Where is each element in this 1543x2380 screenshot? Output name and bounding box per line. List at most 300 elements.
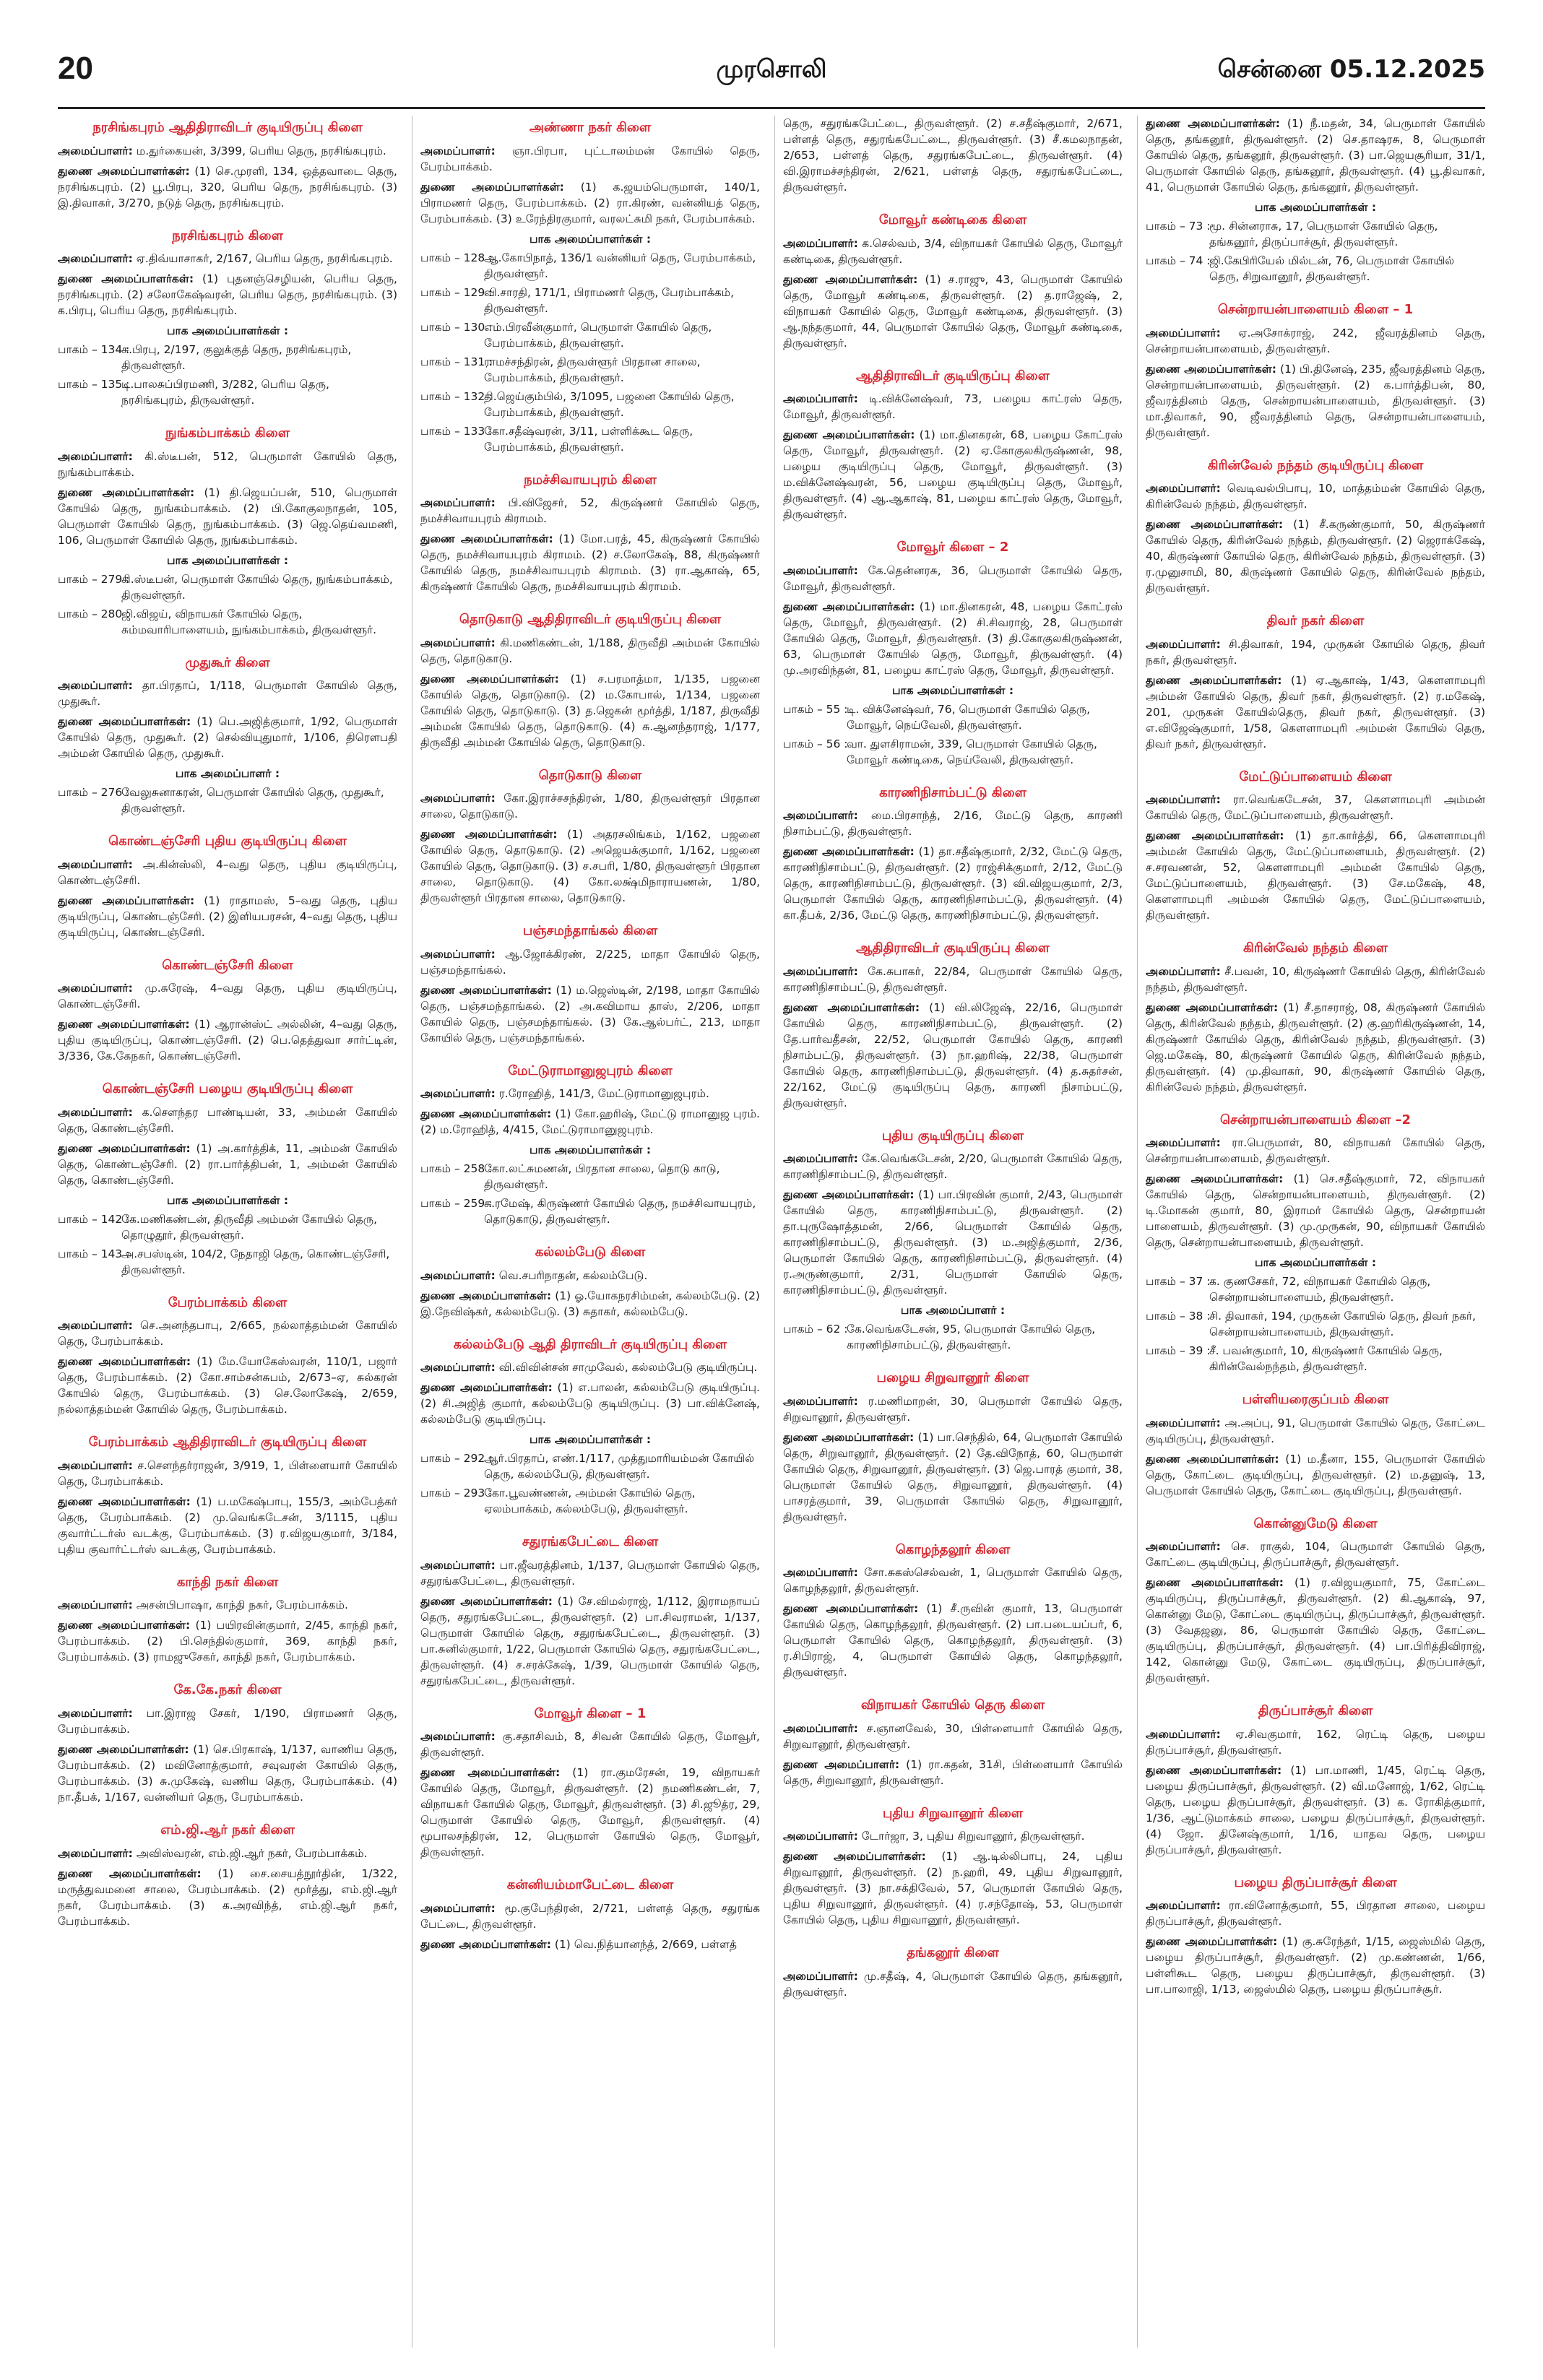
booth-heading: பாக அமைப்பாளர்கள் : (529, 232, 652, 246)
role-label: அமைப்பாளர்: (58, 1707, 133, 1721)
booth-number: பாகம் – 142 : (58, 1212, 130, 1226)
member-paragraph (783, 235, 1123, 267)
member-details: (1) தா.கார்த்தி, 66, கௌளாமபுரி அம்மன் கோயில் தெரு, மேட்டுப்பாளையம், திருவள்ளூர். (2) ச.சரவணன், 52, கௌளாமபுரி அம்மன் கோயில் தெரு, மேட்டுப்பாளையம், திருவள்ளூர். (3) சே.மகேஷ், 48, கௌளாமபுரி அம்மன் கோயில் தெரு, மேட்டுப்பாளையம், திருவள்ளூர். (1146, 829, 1485, 922)
role-label: அமைப்பாளர்: (1146, 793, 1221, 807)
branch-title: சென்றாயன்பாளையம் கிளை – 1 (1217, 302, 1414, 317)
member-details: (1) சே.விமல்ராஜ், 1/112, இராமநாயப் தெரு, சதுரங்கபேட்டை, திருவள்ளூர். (2) பா.சிவராமன், 1/137, பெருமாள் கோயில் தெரு, சதுரங்கபேட்டை, திருவள்ளூர். (3) பா.சுனில்குமார், 1/22, பெருமாள் கோயில் தெரு, சதுரங்கபேட்டை, திருவள்ளூர். (4) ச.சரக்கேஷ், 1/39, பெருமாள் கோயில் தெரு, சதுரங்கபேட்டை, திருவள்ளூர். (420, 1594, 760, 1687)
member-paragraph (420, 671, 760, 750)
member-paragraph (783, 1000, 1123, 1111)
member-details: செ.அனந்தபாபு, 2/665, நல்லாத்தம்மன் கோயில் தெரு, பேரம்பாக்கம். (58, 1319, 397, 1349)
branch-section (420, 1533, 760, 1689)
branch-section (783, 1541, 1123, 1681)
member-details: (1) தி.ஜெயப்பன், 510, பெருமாள் கோயில் தெரு, நுங்கம்பாக்கம். (2) பி.கோகுலநாதன், 105, பெருமாள் கோயில் தெரு, நுங்கம்பாக்கம். (3) ஜெ.தெய்வமணி, 106, பெருமாள் கோயில் தெரு, நுங்கம்பாக்கம். (58, 485, 397, 547)
role-label: துணை அமைப்பாளர்கள்: (420, 672, 559, 685)
newspaper-name: முரசொலி (716, 55, 827, 84)
member-details: ம.துர்கையன், 3/399, பெரிய தெரு, நரசிங்கபுரம். (136, 144, 386, 157)
booth-number: பாகம் – 38 : (1146, 1310, 1211, 1323)
role-label: அமைப்பாளர்: (420, 1730, 496, 1744)
column (1146, 116, 1485, 2355)
booth-row (58, 342, 397, 373)
member-paragraph (783, 1848, 1123, 1928)
role-label: அமைப்பாளர்: (420, 792, 496, 805)
booth-incharge: ஜி.விஜய், விநாயகர் கோயில் தெரு, சும்மவாரிபாளையம், நுங்கம்பாக்கம், திருவள்ளூர். (121, 607, 377, 636)
role-label: அமைப்பாளர்: (420, 144, 496, 157)
member-details: (1) க.ஜயம்பெருமாள், 140/1, பிராமணர் தெரு, பேரம்பாக்கம். (2) ரா.கிரண், வன்னியத் தெரு, பேரம்பாக்கம். (3) உரேந்திரகுமார், வரலட்சுமி நகர், பேரம்பாக்கம். (420, 180, 760, 225)
branch-section (1146, 612, 1485, 752)
member-details: ஏ.திவ்யாசாகர், 2/167, பெரிய தெரு, நரசிங்கபுரம். (136, 252, 393, 266)
branch-section (58, 118, 397, 211)
member-details: (1) கு.சுரேந்தர், 1/15, ஜைஸ்மில் தெரு, பழைய திருப்பாச்சூர், திருவள்ளூர். (2) மு.கண்ணன், 1/66, பள்ளிகூட தெரு, பழைய திருப்பாச்சூர், திருவள்ளூர். (3) பா.பாலாஜி, 1/13, ஜைஸ்மில் தெரு, பழைய திருப்பாச்சூர். (1146, 1935, 1485, 1996)
branch-title: பழைய திருப்பாச்சூர் கிளை (1234, 1874, 1397, 1890)
role-label: அமைப்பாளர்: (783, 1970, 858, 1983)
booth-number: பாகம் – 276 : (58, 786, 130, 800)
member-paragraph (1146, 516, 1485, 596)
member-paragraph (1146, 1135, 1485, 1167)
role-label: அமைப்பாளர்: (783, 1830, 858, 1843)
member-paragraph (420, 1106, 760, 1138)
member-details: அ.கின்ஸ்லி, 4–வது தெரு, புதிய குடியிருப்பு, கொண்டஞ்சேரி. (58, 857, 397, 887)
booth-incharge: மூ. சின்னராசு, 17, பெருமாள் கோயில் தெரு, தங்கனூர், திருப்பாச்சூர், திருவள்ளூர். (1209, 220, 1438, 248)
booth-number: பாகம் – 132 : (420, 389, 493, 403)
member-paragraph (58, 1317, 397, 1349)
member-details: (1) வி.லிஜேஷ், 22/16, பெருமாள் கோயில் தெரு, காரணிநிசாம்பட்டு, திருவள்ளூர். (2) தே.பார்வதீசன், 22/52, பெருமாள் கோயில் தெரு, காரணி நிசாம்பட்டு, திருவள்ளூர். (3) நா.ஹரிஷ், 22/38, பெருமாள் கோயில் தெரு, காரணிநிசாம்பட்டு, திருவள்ளூர். (4) த.சுதர்சன், 22/162, மேட்டு குடியிருப்பு தெரு, காரணி நிசாம்பட்டு, திருவள்ளூர். (783, 1000, 1123, 1109)
member-paragraph (420, 790, 760, 822)
role-label: துணை அமைப்பாளர்கள்: (1146, 1000, 1279, 1014)
member-paragraph (783, 272, 1123, 351)
booth-heading: பாக அமைப்பாளர்கள் : (166, 324, 289, 338)
booth-row (420, 285, 760, 316)
member-details: (1) செ.சதீஷ்குமார், 72, விநாயகர் கோயில் தெரு, சென்றாயன்பாளையம், திருவள்ளூர். (2) டி.மோகன் குமார், 80, இராமர் கோயில் தெரு, சென்றாயன் பாளையம், திருவள்ளூர். (3) மு.முருகன், 90, விநாயகர் கோயில் தெரு, சென்றாயன்பாளையம், திருவள்ளூர். (1146, 1172, 1485, 1250)
member-details: (1) ம.தீனா, 155, பெருமாள் கோயில் தெரு, கோட்டை குடியிருப்பு, திருவள்ளூர். (2) ம.தனுஷ், 13, பெருமாள் கோயில் தெரு, கோட்டை குடியிருப்பு, திருவள்ளூர். (1146, 1452, 1485, 1497)
member-paragraph (783, 1968, 1123, 2000)
member-details: (1) மா.தினகரன், 68, பழைய கோட்ரஸ் தெரு, மோவூர், திருவள்ளூர். (2) ஏ.கோகுலகிருஷ்ணன், 98, பழைய குடியிருப்பு தெரு, மோவூர், திருவள்ளூர். (3) ம.விக்னேஷ்வரன், 56, பழைய குடியிருப்பு தெரு, மோவூர், திருவள்ளூர். (4) ஆ.ஆகாஷ், 81, பழைய காட்ரஸ் தெரு, மோவூர், திருவள்ளூர். (783, 428, 1123, 522)
member-paragraph (783, 116, 1123, 195)
role-label: துணை அமைப்பாளர்கள்: (783, 272, 918, 286)
booth-number: பாகம் – 56 : (783, 737, 848, 750)
booth-row (58, 1211, 397, 1243)
member-paragraph (420, 982, 760, 1046)
member-paragraph (58, 1705, 397, 1737)
member-details: அ.அப்பு, 91, பெருமாள் கோயில் தெரு, கோட்டை குடியிருப்பு, திருவள்ளூர். (1146, 1416, 1485, 1445)
booth-row (1146, 1343, 1485, 1375)
member-details: ச.ஞானவேல், 30, பிள்ளையார் கோயில் தெரு, சிறுவானூர், திருவள்ளூர். (783, 1721, 1123, 1751)
branch-title: நமச்சிவாயபுரம் கிளை (524, 472, 657, 488)
member-paragraph (58, 449, 397, 480)
role-label: துணை அமைப்பாளர்கள்: (1146, 1935, 1278, 1949)
member-details: (1) அ.கார்த்திக், 11, அம்மன் கோயில் தெரு, கொண்டஞ்சேரி. (2) ரா.பார்த்திபன், 1, அம்மன் கோயில் தெரு, கொண்டஞ்சேரி. (58, 1141, 397, 1187)
member-details: தா.பிரதாப், 1/118, பெருமாள் கோயில் தெரு, முதுகூர். (58, 679, 397, 709)
member-paragraph (783, 1721, 1123, 1752)
role-label: துணை அமைப்பாளர்கள்: (420, 1938, 551, 1952)
member-paragraph (783, 1151, 1123, 1182)
role-label: துணை அமைப்பாளர்: (783, 1757, 900, 1771)
booth-incharge: தி.ஜெய்கும்பில், 3/1095, பஜனை கோயில் தெரு, பேரம்பாக்கம், திருவள்ளூர். (484, 389, 735, 419)
member-paragraph (58, 1741, 397, 1805)
branch-section (783, 367, 1123, 523)
booth-incharge: கே.வெங்கடேசன், 95, பெருமாள் கோயில் தெரு, காரணிநிசாம்பட்டு, திருவள்ளூர். (847, 1323, 1096, 1352)
booth-row (58, 606, 397, 638)
member-details: செ. ராகுல், 104, பெருமாள் கோயில் தெரு, கோட்டை குடியிருப்பு, திருப்பாச்சூர், திருவள்ளூர். (1146, 1540, 1485, 1570)
role-label: துணை அமைப்பாளர்கள்: (58, 1018, 190, 1031)
role-label: அமைப்பாளர்: (420, 1268, 496, 1282)
member-details: அசன்பிபாஷா, காந்தி நகர், பேரம்பாக்கம். (136, 1598, 348, 1612)
column (783, 116, 1123, 2355)
booth-incharge: கி.ஸ்டீபன், பெருமாள் கோயில் தெரு, நுங்கம்பாக்கம், திருவள்ளூர். (121, 572, 393, 602)
role-label: அமைப்பாளர்: (783, 1566, 858, 1580)
branch-title: பஞ்சமந்தாங்கல் கிளை (522, 923, 658, 939)
role-label: அமைப்பாளர்: (420, 947, 496, 961)
booth-number: பாகம் – 131 : (420, 355, 493, 368)
role-label: துணை அமைப்பாளர்கள்: (1146, 829, 1284, 843)
role-label: அமைப்பாளர்: (58, 1598, 133, 1612)
branch-title: பேரம்பாக்கம் ஆதிதிராவிடர் குடியிருப்பு கிளை (88, 1435, 367, 1450)
booth-heading: பாக அமைப்பாளர் : (900, 1304, 1006, 1317)
booth-heading: பாக அமைப்பாளர்கள் : (166, 1193, 289, 1207)
booth-number: பாகம் – 292 : (420, 1452, 493, 1466)
branch-section (783, 116, 1123, 195)
booth-incharge: கே.மணிகண்டன், திருவீதி அம்மன் கோயில் தெரு, தொழுதூர், திருவள்ளூர். (121, 1212, 378, 1242)
branch-title: புதிய சிறுவானூர் கிளை (882, 1805, 1024, 1821)
role-label: துணை அமைப்பாளர்கள்: (1146, 1172, 1284, 1186)
member-paragraph (1146, 1451, 1485, 1499)
branch-section (783, 1127, 1123, 1354)
member-details: ரா.பெருமாள், 80, விநாயகர் கோயில் தெரு, சென்றாயன்பாளையம், திருவள்ளூர். (1146, 1136, 1485, 1166)
booth-incharge: சு.ரமேஷ், கிருஷ்ணர் கோயில் தெரு, நமச்சிவாயபுரம், தொடுகாடு, திருவள்ளூர். (484, 1197, 756, 1226)
booth-row (783, 1321, 1123, 1353)
branch-title: கொண்டஞ்சேரி புதிய குடியிருப்பு கிளை (108, 834, 347, 849)
booth-number: பாகம் – 293 : (420, 1487, 493, 1500)
member-paragraph (783, 808, 1123, 839)
booth-row (420, 389, 760, 420)
role-label: அமைப்பாளர்: (783, 563, 858, 577)
branch-title: தங்கனூர் கிளை (907, 1945, 999, 1961)
member-details: (1) புதனஞ்செழியன், பெரிய தெரு, நரசிங்கபுரம். (2) சலோகேஷ்வரன், பெரிய தெரு, நரசிங்கபுரம். (3) க.பிரபு, பெரிய தெரு, நரசிங்கபுரம். (58, 272, 397, 318)
member-paragraph (58, 163, 397, 211)
booth-number: பாகம் – 37 : (1146, 1275, 1211, 1289)
branch-title: கன்னியம்மாபேட்டை கிளை (506, 1877, 674, 1893)
member-paragraph (420, 1557, 760, 1589)
member-details: (1) சை.சையத்நூர்தின், 1/322, மருத்துவமனை சாலை, பேரம்பாக்கம். (2) மூர்த்து, எம்.ஜி.ஆர் நகர், பேரம்பாக்கம். (3) க.அரவிந்த், எம்.ஜி.ஆர் நகர், பேரம்பாக்கம். (58, 1866, 397, 1928)
member-paragraph (58, 271, 397, 319)
role-label: அமைப்பாளர்: (1146, 637, 1221, 651)
booth-row (420, 354, 760, 386)
branch-section (58, 1821, 397, 1929)
member-paragraph (58, 1458, 397, 1489)
page-number: 20 (58, 51, 93, 86)
role-label: அமைப்பாளர்: (58, 679, 133, 693)
member-details: (1) பெ.அஜித்குமார், 1/92, பெருமாள் கோயில் தெரு, முதுகூர். (2) செல்வியுதுமார், 1/106, திரௌபதி அம்மன் கோயில் தெரு, முதுகூர். (58, 715, 397, 761)
branch-section (783, 1804, 1123, 1929)
role-label: துணை அமைப்பாளர்கள்: (420, 1766, 561, 1780)
member-details: (1) சீ.ருவின் குமார், 13, பெருமாள் கோயில் தெரு, கொழந்தலூர், திருவள்ளூர். (2) பா.படையப்பர், 6, பெருமாள் கோயில் தெரு, கொழந்தலூர், திருவள்ளூர். (3) ர.சிபிராஜ், 4, பெருமாள் கோயில் தெரு, கொழந்தலூர், திருவள்ளூர். (783, 1602, 1123, 1679)
role-label: துணை அமைப்பாளர்கள்: (420, 180, 564, 194)
member-paragraph (783, 391, 1123, 423)
role-label: துணை அமைப்பாளர்கள்: (58, 272, 194, 286)
member-paragraph (58, 1016, 397, 1064)
booth-number: பாகம் – 258 : (420, 1162, 493, 1176)
role-label: அமைப்பாளர்: (783, 809, 858, 823)
branch-title: மோவூர் கிளை – 2 (896, 540, 1009, 555)
member-paragraph (58, 1354, 397, 1417)
booth-number: பாகம் – 134 : (58, 343, 130, 357)
branch-title: காந்தி நகர் கிளை (176, 1574, 279, 1590)
booth-heading: பாக அமைப்பாளர் : (175, 767, 280, 781)
branch-title: மோவூர் கண்டிகை கிளை (878, 212, 1027, 228)
member-paragraph (1146, 1897, 1485, 1929)
member-details: கு.சதாசிவம், 8, சிவன் கோயில் தெரு, மோவூர், திருவள்ளூர். (420, 1730, 760, 1760)
branch-section (58, 1573, 397, 1666)
branch-section (1146, 300, 1485, 441)
member-details: ரா.வினோத்குமார், 55, பிரதான சாலை, பழைய திருப்பாச்சூர், திருவள்ளூர். (1146, 1899, 1485, 1929)
member-details: பா.இராஜ சேகர், 1/190, பிராமணர் தெரு, பேரம்பாக்கம். (58, 1707, 397, 1736)
branch-section (420, 1705, 760, 1861)
branch-section (1146, 1515, 1485, 1687)
member-paragraph (58, 980, 397, 1012)
member-details: ஆ.ஜோக்கிரண், 2/225, மாதா கோயில் தெரு, பஞ்சமந்தாங்கல். (420, 947, 760, 977)
branch-title: கொண்டஞ்சேரி கிளை (162, 957, 293, 973)
role-label: துணை அமைப்பாளர்கள்: (420, 828, 558, 841)
branch-section (420, 922, 760, 1046)
member-details: (1) மோ.பரத், 45, கிருஷ்ணர் கோயில் தெரு, நமச்சிவாயபுரம் கிராமம். (2) ச.லோகேஷ், 88, கிருஷ்ணர் கோயில் தெரு, நமச்சிவாயபுரம் கிராமம். (3) ரா.ஆகாஷ், 65, கிருஷ்ணர் கோயில் தெரு, நமச்சிவாயபுரம் கிராமம். (420, 532, 760, 594)
member-details: மு.சுரேஷ், 4–வது தெரு, புதிய குடியிருப்பு, கொண்டஞ்சேரி. (58, 982, 397, 1011)
role-label: துணை அமைப்பாளர்கள்: (58, 1355, 191, 1369)
column (420, 116, 760, 2355)
member-paragraph (58, 1494, 397, 1557)
branch-title: கே.கே.நகர் கிளை (173, 1682, 282, 1698)
member-paragraph (420, 946, 760, 978)
booth-row (58, 376, 397, 408)
member-details: தெரு, சதுரங்கபேட்டை, திருவள்ளூர். (2) ச.சதீஷ்குமார், 2/671, பள்ளத் தெரு, சதுரங்கபேட்டை, திருவள்ளூர். (3) சீ.கமலநாதன், 2/653, பள்ளத் தெரு, சதுரங்கபேட்டை, திருவள்ளூர். (4) வி.இராமச்சந்திரன், 2/621, பள்ளத் தெரு, சதுரங்கபேட்டை, திருவள்ளூர். (783, 117, 1123, 194)
member-details: டி.விக்னேஷ்வர், 73, பழைய காட்ரஸ் தெரு, மோவூர், திருவள்ளூர். (783, 392, 1123, 422)
role-label: துணை அமைப்பாளர்கள்: (420, 1289, 552, 1302)
branch-section (58, 832, 397, 940)
role-label: அமைப்பாளர்: (58, 857, 133, 871)
branch-section (420, 1243, 760, 1320)
booth-incharge: கோ.சதீஷ்வரன், 3/11, பள்ளிக்கூட தெரு, பேரம்பாக்கம், திருவள்ளூர். (484, 424, 693, 454)
role-label: துணை அமைப்பாளர்கள்: (420, 1594, 553, 1608)
branch-title: எம்.ஜி.ஆர் நகர் கிளை (160, 1822, 295, 1838)
member-paragraph (1146, 1171, 1485, 1250)
member-paragraph (420, 1728, 760, 1760)
branch-section (420, 1062, 760, 1228)
booth-incharge: ஆ.கோபிநாத், 136/1 வன்னியர் தெரு, பேரம்பாக்கம், திருவள்ளூர். (484, 251, 756, 280)
branch-title: மேட்டுராமானுஜபுரம் கிளை (508, 1063, 673, 1078)
role-label: அமைப்பாளர்: (1146, 1899, 1221, 1913)
role-label: அமைப்பாளர்: (420, 1902, 496, 1916)
role-label: துணை அமைப்பாளர்கள்: (1146, 1576, 1284, 1590)
branch-title: நுங்கம்பாக்கம் கிளை (165, 425, 290, 441)
booth-number: பாகம் – 130 : (420, 320, 493, 334)
member-details: (1) ச.ராஜு, 43, பெருமாள் கோயில் தெரு, மோவூர் கண்டிகை, திருவள்ளூர். (2) த.ராஜேஷ், 2, விநாயகர் கோயில் தெரு, மோவூர் கண்டிகை, திருவள்ளூர். (3) ஆ.நந்தகுமார், 44, பெருமாள் கோயில் தெரு, மோவூர் கண்டிகை, திருவள்ளூர். (783, 272, 1123, 350)
member-details: (1) எ.பாலன், கல்லம்பேடு குடியிருப்பு. (2) சி.அஜித் குமார், கல்லம்பேடு குடியிருப்பு. (3) பா.விக்னேஷ், கல்லம்பேடு குடியிருப்பு. (420, 1381, 760, 1427)
member-paragraph (783, 599, 1123, 678)
booth-number: பாகம் – 279 : (58, 572, 130, 586)
booth-heading: பாக அமைப்பாளர்கள் : (891, 683, 1014, 697)
branch-section (1146, 1111, 1485, 1375)
branch-section (420, 610, 760, 750)
member-details: (1) ஆ.டில்லிபாபு, 24, புதிய சிறுவானூர், திருவள்ளூர். (2) ந.ஹரி, 49, புதிய சிறுவானூர், திருவள்ளூர். (3) நா.சக்திவேல், 57, பெருமாள் கோயில் தெரு, புதிய சிறுவானூர், திருவள்ளூர். (4) ர.சந்தோஷ், 53, பெருமாள் கோயில் தெரு, புதிய சிறுவானூர், திருவள்ளூர். (783, 1850, 1123, 1927)
member-paragraph (420, 635, 760, 667)
branch-section (58, 1080, 397, 1278)
branch-title: கல்லம்பேடு ஆதி திராவிடர் குடியிருப்பு கிளை (453, 1336, 727, 1352)
booth-number: பாகம் – 39 : (1146, 1344, 1211, 1358)
branch-section (1146, 1702, 1485, 1858)
branch-section (783, 1696, 1123, 1788)
booth-row (420, 423, 760, 455)
member-paragraph (1146, 361, 1485, 441)
branch-section (783, 939, 1123, 1111)
branch-section (783, 538, 1123, 768)
booth-row (783, 736, 1123, 768)
branch-title: ஆதிதிராவிடர் குடியிருப்பு கிளை (856, 940, 1050, 956)
branch-section (420, 1876, 760, 1952)
member-details: ஏ.அசோக்ராஜ், 242, ஜீவரத்தினம் தெரு, சென்றாயன்பாளையம், திருவள்ளூர். (1146, 326, 1485, 355)
member-details: ர.ரோஹித், 141/3, மேட்டுராமானுஜபுரம். (498, 1087, 709, 1101)
role-label: துணை அமைப்பாளர்கள்: (58, 1619, 191, 1632)
branch-section (783, 1944, 1123, 2000)
member-paragraph (1146, 964, 1485, 995)
branch-section (58, 227, 397, 409)
member-details: ஞா.பிரபா, புட்டாலம்மன் கோயில் தெரு, பேரம்பாக்கம். (420, 144, 760, 173)
member-details: மூ.குபேந்திரன், 2/721, பள்ளத் தெரு, சதுரங்க பேட்டை, திருவள்ளூர். (420, 1902, 760, 1931)
branch-title: நரசிங்கபுரம் கிளை (172, 228, 283, 243)
branch-section (1146, 1874, 1485, 1998)
branch-section (1146, 939, 1485, 1095)
member-details: (1) ரா.கதன், 31சி, பிள்ளையார் கோயில் தெரு, சிறுவானூர், திருவள்ளூர். (783, 1757, 1123, 1787)
branch-section (1146, 116, 1485, 285)
member-paragraph (58, 1597, 397, 1613)
role-label: அமைப்பாளர்: (420, 636, 496, 649)
booth-heading: பாக அமைப்பாளர்கள் : (529, 1433, 652, 1447)
role-label: அமைப்பாளர்: (1146, 482, 1221, 496)
member-paragraph (420, 1937, 760, 1952)
booth-row (420, 1195, 760, 1227)
booth-row (420, 319, 760, 351)
booth-number: பாகம் – 135 : (58, 378, 130, 391)
branch-title: கொழந்தலூர் கிளை (895, 1541, 1011, 1557)
member-details: (1) வெ.நித்யானந்த், 2/669, பள்ளத் (554, 1938, 737, 1952)
booth-row (420, 250, 760, 282)
member-paragraph (783, 844, 1123, 923)
member-paragraph (1146, 636, 1485, 668)
booth-row (1146, 218, 1485, 250)
booth-row (58, 1246, 397, 1278)
member-paragraph (1146, 1000, 1485, 1095)
role-label: அமைப்பாளர்: (1146, 964, 1221, 978)
column (58, 116, 397, 2355)
member-details: வெ.சபரிநாதன், கல்லம்பேடு. (498, 1268, 648, 1282)
branch-section (420, 766, 760, 906)
member-details: (1) தா.சதீஷ்குமார், 2/32, மேட்டு தெரு, காரணிநிசாம்பட்டு, திருவள்ளூர். (2) ராஜ்சிக்குமார், 2/12, மேட்டு தெரு, காரணிநிசாம்பட்டு, திருவள்ளூர். (3) வி.விஜயகுமார், 2/3, பெருமாள் கோயில் தெரு, காரணிநிசாம்பட்டு, திருவள்ளூர். (4) கா.தீபக், 2/36, மேட்டு தெரு, காரணிநிசாம்பட்டு, திருவள்ளூர். (783, 845, 1123, 922)
role-label: அமைப்பாளர்: (783, 1394, 858, 1408)
role-label: துணை அமைப்பாளர்கள்: (420, 983, 552, 997)
member-paragraph (58, 1866, 397, 1929)
booth-row (58, 784, 397, 816)
branch-title: தொடுகாடு ஆதிதிராவிடர் குடியிருப்பு கிளை (459, 612, 722, 628)
member-details: டோர்ஜா, 3, புதிய சிறுவானூர், திருவள்ளூர். (861, 1830, 1085, 1843)
branch-title: நரசிங்கபுரம் ஆதிதிராவிடர் குடியிருப்பு கிளை (92, 120, 363, 135)
booth-incharge: கோ.லட்சுமணன், பிரதான சாலை, தொடு காடு, திருவள்ளூர். (484, 1162, 720, 1192)
member-paragraph (783, 1757, 1123, 1788)
member-paragraph (1146, 480, 1485, 512)
member-paragraph (1146, 828, 1485, 923)
role-label: அமைப்பாளர்: (58, 1105, 133, 1119)
branch-title: கொண்டஞ்சேரி பழைய குடியிருப்பு கிளை (102, 1081, 353, 1097)
role-label: துணை அமைப்பாளர்கள்: (420, 1107, 552, 1121)
member-paragraph (58, 1617, 397, 1665)
booth-incharge: ராமச்சந்திரன், திருவள்ளூர் பிரதான சாலை, பேரம்பாக்கம், திருவள்ளூர். (484, 355, 701, 384)
member-paragraph (783, 427, 1123, 522)
role-label: அமைப்பாளர்: (58, 252, 133, 266)
role-label: துணை அமைப்பாளர்கள்: (1146, 673, 1282, 687)
member-details: ச.சௌந்தர்ராஜன், 3/919, 1, பிள்ளையார் கோயில் தெரு, பேரம்பாக்கம். (58, 1458, 397, 1488)
booth-number: பாகம் – 143 : (58, 1247, 130, 1260)
role-label: துணை அமைப்பாளர்கள்: (58, 715, 191, 729)
member-details: கி.ஸ்டீபன், 512, பெருமாள் கோயில் தெரு, நுங்கம்பாக்கம். (58, 449, 397, 479)
role-label: துணை அமைப்பாளர்கள்: (783, 1430, 915, 1444)
branch-section (58, 1294, 397, 1418)
member-paragraph (1146, 1762, 1485, 1858)
member-paragraph (1146, 792, 1485, 823)
branch-section (58, 424, 397, 638)
member-paragraph (58, 1104, 397, 1136)
branch-title: கிரின்வேல் நந்தம் கிளை (1243, 940, 1388, 956)
member-details: சோ.சுகஸ்செல்வன், 1, பெருமாள் கோயில் தெரு, கொழந்தலூர், திருவள்ளூர். (783, 1566, 1123, 1596)
member-details: அவிஸ்வரன், எம்.ஜி.ஆர் நகர், பேரம்பாக்கம். (136, 1846, 368, 1860)
member-paragraph (783, 1187, 1123, 1298)
member-details: (1) பி.தினேஷ், 235, ஜீவரத்தினம் தெரு, சென்றாயன்பாளையம், திருவள்ளூர். (2) க.பார்த்திபன், 80, ஜீவரத்தினம் தெரு, சென்றாயன்பாளையம், திருவள்ளூர். (3) மா.திவாகர், 90, ஜீவரத்தினம் தெரு, சென்றாயன்பாளையம், திருவள்ளூர். (1146, 362, 1485, 439)
member-paragraph (783, 1601, 1123, 1680)
member-details: கே.வெங்கடேசன், 2/20, பெருமாள் கோயில் தெரு, காரணிநிசாம்பட்டு, திருவள்ளூர். (783, 1152, 1123, 1182)
member-paragraph (1146, 1575, 1485, 1686)
booth-incharge: கோ.பூவண்ணன், அம்மன் கோயில் தெரு, ஏலம்பாக்கம், கல்லம்பேடு, திருவள்ளூர். (484, 1487, 696, 1516)
branch-title: சதுரங்கபேட்டை கிளை (522, 1534, 659, 1550)
branch-section (58, 654, 397, 817)
role-label: அமைப்பாளர்: (783, 1152, 858, 1166)
role-label: அமைப்பாளர்: (58, 1458, 133, 1472)
member-paragraph (1146, 116, 1485, 195)
member-details: (1) சீ.தாசராஜ், 08, கிருஷ்ணர் கோயில் தெரு, கிரின்வேல் நந்தம், திருவள்ளூர். (2) கு.ஹரிகிருஷ்ணன், 14, கிருஷ்ணர் கோயில் தெரு, கிரின்வேல் நந்தம், திருவள்ளூர். (3) ஜெ.மகேஷ், 80, கிருஷ்ணர் கோயில் தெரு, கிரின்வேல் நந்தம், திருவள்ளூர். (4) மு.திவாகர், 90, கிருஷ்ணர் கோயில் தெரு, கிரின்வேல் நந்தம், திருவள்ளூர். (1146, 1000, 1485, 1094)
booth-heading: பாக அமைப்பாளர்கள் : (1254, 1256, 1377, 1270)
booth-row (1146, 1273, 1485, 1305)
role-label: அமைப்பாளர்: (58, 1846, 133, 1860)
member-details: கே.சுபாகர், 22/84, பெருமாள் கோயில் தெரு, காரணிநிசாம்பட்டு, திருவள்ளூர். (783, 964, 1123, 994)
role-label: துணை அமைப்பாளர்கள்: (58, 1866, 202, 1880)
booth-row (420, 1450, 760, 1482)
member-details: (1) மா.தினகரன், 48, பழைய கோட்ரஸ் தெரு, மோவூர், திருவள்ளூர். (2) சி.சிவராஜ், 28, பெருமாள் கோயில் தெரு, மோவூர், திருவள்ளூர். (3) தி.கோகுலகிருஷ்ணன், 63, பெருமாள் கோயில் தெரு, மோவூர், திருவள்ளூர். (4) மு.அரவிந்தன், 81, பழைய காட்ரஸ் தெரு, மோவூர், திருவள்ளூர். (783, 600, 1123, 677)
member-details: வி.விவின்சன் சாமுவேல், கல்லம்பேடு குடியிருப்பு. (498, 1361, 758, 1375)
member-details: வெடிவல்பிபாபு, 10, மாத்தம்மன் கோயில் தெரு, கிரின்வேல் நந்தம், திருவள்ளூர். (1146, 482, 1485, 511)
member-paragraph (420, 1900, 760, 1932)
booth-number: பாகம் – 128 : (420, 251, 493, 264)
member-paragraph (58, 1845, 397, 1861)
role-label: துணை அமைப்பாளர்கள்: (1146, 1452, 1279, 1466)
role-label: அமைப்பாளர்: (58, 982, 133, 995)
booth-heading: பாக அமைப்பாளர்கள் : (529, 1143, 652, 1157)
branch-title: கொன்னுமேடு கிளை (1253, 1515, 1378, 1531)
role-label: துணை அமைப்பாளர்கள்: (783, 1602, 919, 1616)
member-details: சீ.பவன், 10, கிருஷ்ணர் கோயில் தெரு, கிரின்வேல் நந்தம், திருவள்ளூர். (1146, 964, 1485, 994)
member-paragraph (58, 143, 397, 159)
member-details: க.சௌந்தர பாண்டியன், 33, அம்மன் கோயில் தெரு, கொண்டஞ்சேரி. (58, 1105, 397, 1135)
member-paragraph (58, 1141, 397, 1188)
role-label: அமைப்பாளர்: (1146, 1727, 1221, 1741)
member-details: (1) செ.முரளி, 134, ஒத்தவாடை தெரு, நரசிங்கபுரம். (2) பூ.பிரபு, 320, பெரிய தெரு, நரசிங்கபுரம். (3) இ.திவாகர், 3/270, நடுத் தெரு, நரசிங்கபுரம். (58, 164, 397, 209)
role-label: அமைப்பாளர்: (1146, 326, 1221, 339)
branch-section (783, 211, 1123, 351)
role-label: அமைப்பாளர்: (58, 449, 133, 463)
member-details: (1) ஆரான்ஸ்ட் அல்லின், 4–வது தெரு, புதிய குடியிருப்பு, கொண்டஞ்சேரி. (2) பெ.தெத்துவா சார்ட்டின், 3/336, கே.கேநகர், கொண்டஞ்சேரி. (58, 1018, 397, 1063)
